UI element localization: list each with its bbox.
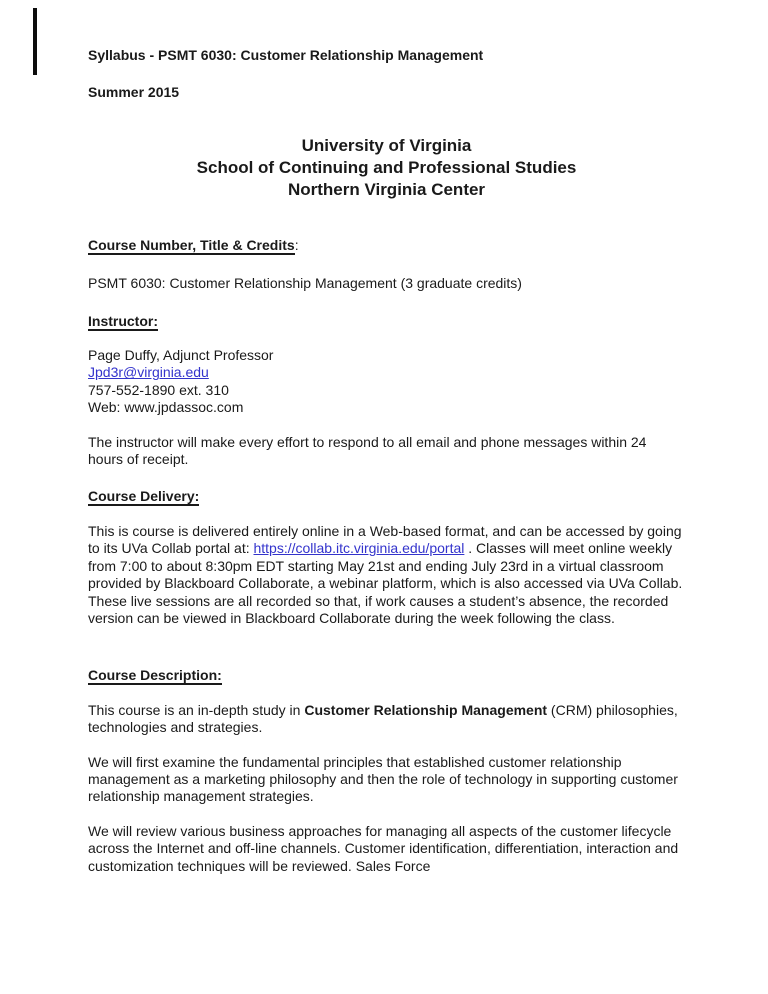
course-delivery-text-after-link: . Classes will meet online weekly from 7:00 to about 8:30pm EDT starting May 21st and ending July 23rd in a virtual classroom provided by Blackboard Collaborate, a webinar platform, which is also accessed via UVa Collab. These live sessions are all recorded so that, if work causes a student’s absence, the recorded version can be viewed in Blackboard Collaborate during the week following the class. bbox=[88, 540, 683, 626]
institution-name: University of Virginia bbox=[301, 135, 472, 155]
description-p1-after-bold: (CRM) philosophies, technologies and strategies. bbox=[88, 701, 678, 736]
course-number-text: PSMT 6030: Customer Relationship Management (3 graduate credits) bbox=[88, 275, 522, 292]
instructor-name: Page Duffy, Adjunct Professor bbox=[88, 347, 274, 364]
course-delivery-paragraph bbox=[88, 523, 685, 627]
course-number-heading bbox=[88, 237, 685, 254]
scan-artifact-line bbox=[33, 8, 37, 75]
instructor-response-note: The instructor will make every effort to respond to all email and phone messages within 24 hours of receipt. bbox=[88, 433, 647, 468]
course-delivery-heading-text: Course Delivery: bbox=[88, 488, 200, 505]
instructor-heading-text: Instructor: bbox=[88, 312, 158, 329]
instructor-phone: 757-552-1890 ext. 310 bbox=[88, 381, 229, 398]
institution-school: School of Continuing and Professional Studies bbox=[196, 157, 577, 177]
institution-block bbox=[88, 135, 685, 201]
course-number-heading-text: Course Number, Title & Credits bbox=[88, 236, 295, 253]
course-description-heading bbox=[88, 667, 685, 684]
instructor-contact-block bbox=[88, 347, 685, 417]
course-delivery-text-before-link: This is course is delivered entirely online in a Web-based format, and can be accessed by going to its UVa Collab portal at: bbox=[88, 522, 682, 557]
course-number-heading-colon: : bbox=[294, 236, 299, 253]
instructor-heading bbox=[88, 313, 685, 330]
course-description-paragraph-3: We will review various business approaches for managing all aspects of the customer lifecycle across the Internet and off-line channels. Customer identification, differentiation, interaction and customization techniques will be reviewed. Sales Force bbox=[88, 822, 679, 874]
course-description-paragraph-1 bbox=[88, 702, 685, 737]
term-label: Summer 2015 bbox=[88, 84, 180, 101]
course-description-paragraph-2: We will first examine the fundamental principles that established customer relationship management as a marketing philosophy and then the role of technology in supporting customer relationship management strategies. bbox=[88, 753, 678, 805]
instructor-email-line bbox=[88, 364, 685, 381]
institution-center: Northern Virginia Center bbox=[287, 179, 486, 199]
description-p1-before-bold: This course is an in-depth study in bbox=[88, 701, 305, 718]
course-description-heading-text: Course Description: bbox=[88, 667, 222, 684]
instructor-web: Web: www.jpdassoc.com bbox=[88, 399, 244, 416]
description-p1-bold-term: Customer Relationship Management bbox=[304, 701, 548, 718]
course-delivery-heading bbox=[88, 488, 685, 505]
document-title: Syllabus - PSMT 6030: Customer Relationship Management bbox=[88, 47, 484, 63]
collab-portal-link[interactable]: https://collab.itc.virginia.edu/portal bbox=[253, 540, 465, 557]
instructor-email-link[interactable]: Jpd3r@virginia.edu bbox=[88, 364, 209, 381]
